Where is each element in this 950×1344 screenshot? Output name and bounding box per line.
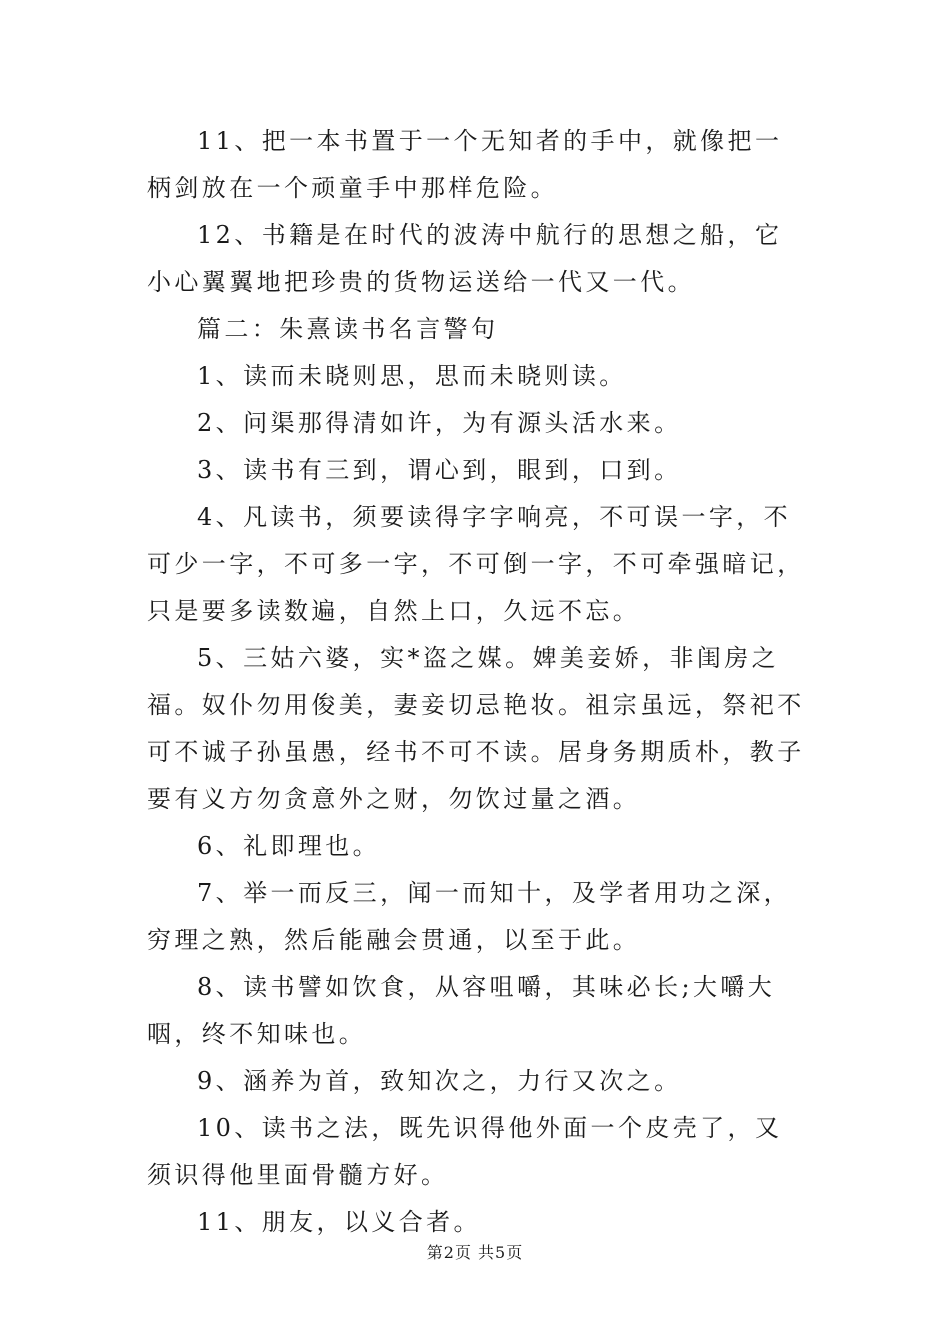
paragraph-zhuxi-9: 9、涵养为首，致知次之，力行又次之。 xyxy=(197,1067,682,1095)
paragraph-zhuxi-10: 10、读书之法，既先识得他外面一个皮壳了，又须识得他里面骨髓方好。 xyxy=(147,1114,783,1189)
paragraph-zhuxi-5: 5、三姑六婆，实*盗之媒。婢美妾娇，非闺房之福。奴仆勿用俊美，妻妾切忌艳妆。祖宗虽远，祭祀不可不诚子孙虽愚，经书不可不读。居身务期质朴，教子要有义方勿贪意外之财，勿饮过量之酒。 xyxy=(147,644,805,813)
paragraph-zhuxi-7: 7、举一而反三，闻一而知十，及学者用功之深，穷理之熟，然后能融会贯通，以至于此。 xyxy=(147,879,792,954)
paragraph-zhuxi-2: 2、问渠那得清如许，为有源头活水来。 xyxy=(197,409,682,437)
paragraph-zhuxi-6: 6、礼即理也。 xyxy=(197,832,381,860)
paragraph-quote-11: 11、把一本书置于一个无知者的手中，就像把一柄剑放在一个顽童手中那样危险。 xyxy=(147,127,783,202)
section-heading: 篇二：朱熹读书名言警句 xyxy=(197,315,499,343)
paragraph-zhuxi-1: 1、读而未晓则思，思而未晓则读。 xyxy=(197,362,627,390)
paragraph-zhuxi-4: 4、凡读书，须要读得字字响亮，不可误一字，不可少一字，不可多一字，不可倒一字，不可牵强暗记，只是要多读数遍，自然上口，久远不忘。 xyxy=(147,503,805,625)
paragraph-zhuxi-11: 11、朋友，以义合者。 xyxy=(197,1208,481,1236)
paragraph-zhuxi-8: 8、读书譬如饮食，从容咀嚼，其味必长;大嚼大咽，终不知味也。 xyxy=(147,973,776,1048)
page-number-footer: 第2页 共5页 xyxy=(426,1243,524,1262)
document-body xyxy=(147,118,807,1246)
paragraph-quote-12: 12、书籍是在时代的波涛中航行的思想之船，它小心翼翼地把珍贵的货物运送给一代又一代。 xyxy=(147,221,783,296)
paragraph-zhuxi-3: 3、读书有三到，谓心到，眼到，口到。 xyxy=(197,456,682,484)
